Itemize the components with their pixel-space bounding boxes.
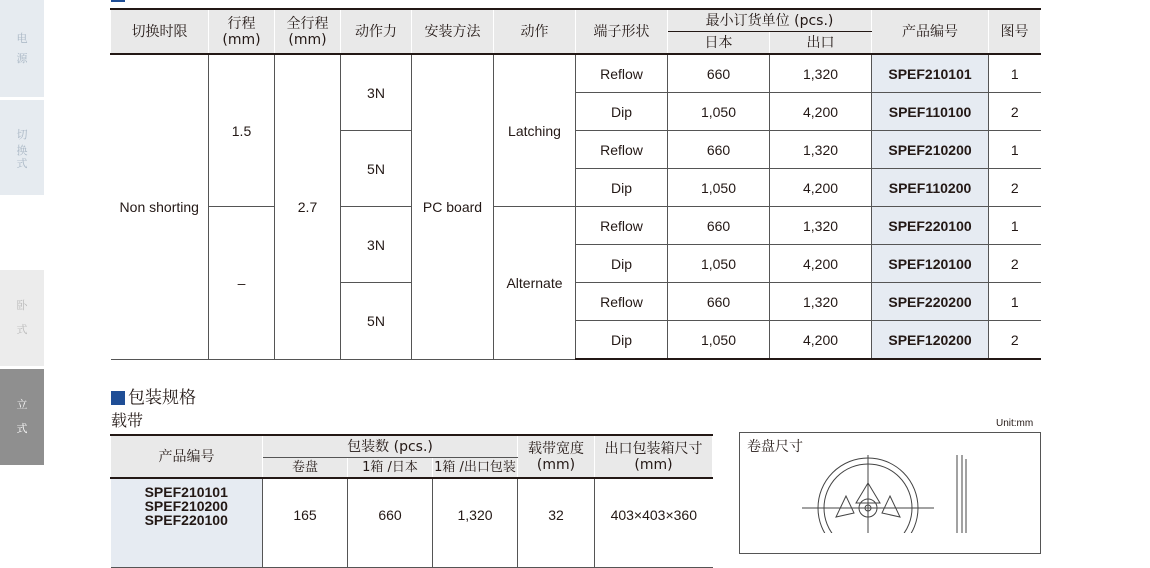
side-tab-char: 源 [16,51,28,65]
product-code-cell[interactable]: SPEF210200 [872,131,989,169]
table-row [111,478,713,568]
side-tab-char: 立 [16,398,28,411]
section-marker [111,391,125,405]
moq-export-cell: 4,200 [770,245,872,283]
pack-header-carton-size [595,435,713,478]
drawing-cell: 2 [989,169,1041,207]
mode-cell: Non shorting [111,54,209,359]
pack-product-code[interactable]: SPEF220100 [144,512,228,528]
product-code-cell[interactable]: SPEF120100 [872,245,989,283]
moq-japan-cell: 1,050 [668,245,770,283]
moq-export-cell: 1,320 [770,131,872,169]
moq-japan-cell: 660 [668,54,770,93]
moq-export-cell: 1,320 [770,207,872,245]
table-row [111,54,1041,93]
terminal-cell: Reflow [576,54,668,93]
product-code-cell[interactable]: SPEF120200 [872,321,989,360]
packaging-section-title [111,388,196,408]
drawing-cell: 1 [989,283,1041,321]
packaging-title-text: 包装规格 [128,388,196,408]
pack-header-tape-width-text: 载带宽度 (mm) [528,440,585,473]
moq-export-cell: 1,320 [770,283,872,321]
header-product-code: 产品编号 [872,9,989,54]
side-tab-char: 式 [16,156,28,170]
terminal-cell: Dip [576,321,668,360]
pack-header-box-japan: 1箱 /日本 [348,458,433,479]
terminal-cell: Dip [576,169,668,207]
stroke-cell: 1.5 [209,54,275,207]
pack-header-tape-width [518,435,595,478]
moq-japan-cell: 1,050 [668,321,770,360]
moq-japan-cell: 660 [668,207,770,245]
side-tab-vertical[interactable] [0,369,44,465]
product-code-cell[interactable]: SPEF210101 [872,54,989,93]
side-tab-char: 式 [16,422,28,435]
reel-drawing [740,433,1040,533]
moq-export-cell: 1,320 [770,54,872,93]
action-cell: Latching [494,54,576,207]
pack-header-reel: 卷盘 [263,458,348,479]
packaging-subtitle: 载带 [111,411,144,430]
side-tab-char: 式 [16,323,28,336]
product-code-cell[interactable]: SPEF220100 [872,207,989,245]
header-mode: 切换时限 [111,9,209,54]
drawing-cell: 2 [989,321,1041,360]
pack-header-quantity: 包装数 (pcs.) [263,435,518,458]
total-stroke-cell: 2.7 [275,54,341,359]
moq-japan-cell: 1,050 [668,93,770,131]
header-moq-japan: 日本 [668,32,770,55]
header-force: 动作力 [341,9,412,54]
header-stroke [209,9,275,54]
header-action: 动作 [494,9,576,54]
pack-reel-cell: 165 [263,478,348,568]
header-moq-export: 出口 [770,32,872,55]
header-moq: 最小订货单位 (pcs.) [668,9,872,32]
reel-dimension-box [739,432,1041,554]
moq-japan-cell: 660 [668,283,770,321]
side-tab-char: 换 [16,143,28,157]
packaging-table [110,434,713,568]
product-code-cell[interactable]: SPEF110100 [872,93,989,131]
side-tab-switch-type[interactable] [0,100,44,195]
product-code-cell[interactable]: SPEF220200 [872,283,989,321]
mounting-cell: PC board [412,54,494,359]
force-cell: 5N [341,283,412,360]
pack-box-japan-cell: 660 [348,478,433,568]
header-total-stroke [275,9,341,54]
pack-box-export-cell: 1,320 [433,478,518,568]
force-cell: 3N [341,207,412,283]
pack-carton-size-cell: 403×403×360 [595,478,713,568]
drawing-cell: 1 [989,207,1041,245]
moq-export-cell: 4,200 [770,321,872,360]
terminal-cell: Reflow [576,207,668,245]
unit-label: Unit:mm [996,418,1034,429]
header-mounting: 安装方法 [412,9,494,54]
side-tab-power[interactable] [0,0,44,97]
drawing-cell: 1 [989,131,1041,169]
section-marker [111,0,125,2]
terminal-cell: Dip [576,245,668,283]
action-cell: Alternate [494,207,576,360]
moq-export-cell: 4,200 [770,169,872,207]
moq-japan-cell: 660 [668,131,770,169]
reel-box-title: 卷盘尺寸 [747,439,803,455]
force-cell: 5N [341,131,412,207]
moq-export-cell: 4,200 [770,93,872,131]
side-tab-horizontal[interactable] [0,270,44,366]
moq-japan-cell: 1,050 [668,169,770,207]
drawing-cell: 1 [989,54,1041,93]
pack-header-carton-size-text: 出口包装箱尺寸 (mm) [604,440,703,473]
drawing-cell: 2 [989,245,1041,283]
pack-product-code[interactable]: SPEF210200 [144,498,228,514]
product-table [110,8,1041,360]
header-total-stroke-text: 全行程 (mm) [286,15,329,48]
side-tab-char: 切 [16,127,28,141]
pack-product-code[interactable]: SPEF210101 [144,484,228,500]
terminal-cell: Reflow [576,283,668,321]
stroke-cell: – [209,207,275,360]
pack-header-box-export: 1箱 /出口包装 [433,458,518,479]
pack-tape-width-cell: 32 [518,478,595,568]
product-code-cell[interactable]: SPEF110200 [872,169,989,207]
side-tab-char: 卧 [16,299,28,312]
header-drawing: 图号 [989,9,1041,54]
table-row [111,207,1041,245]
header-terminal: 端子形状 [576,9,668,54]
terminal-cell: Reflow [576,131,668,169]
side-tab-char: 电 [16,31,28,45]
pack-header-product-code: 产品编号 [111,435,263,478]
pack-product-codes-cell [111,478,263,568]
force-cell: 3N [341,54,412,131]
terminal-cell: Dip [576,93,668,131]
header-stroke-text: 行程 (mm) [222,15,261,48]
drawing-cell: 2 [989,93,1041,131]
